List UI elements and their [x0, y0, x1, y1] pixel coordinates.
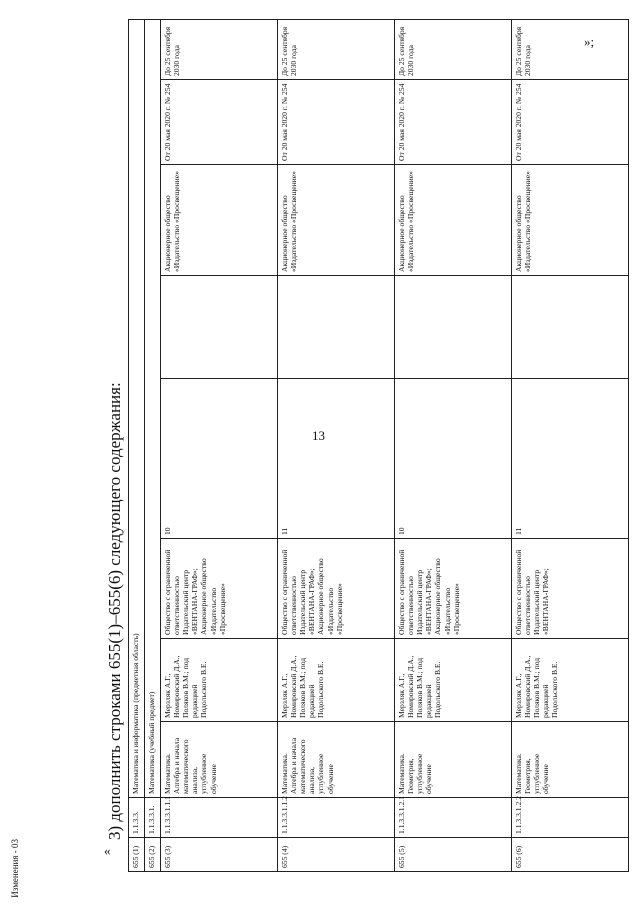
order: От 20 мая 2020 г. № 254: [161, 80, 278, 165]
row-id: 655 (5): [395, 838, 512, 872]
maker: Акционерное общество «Издательство «Просвещение»: [161, 165, 278, 276]
valid-until: До 25 сентября 2030 года: [512, 19, 629, 79]
valid-until: До 25 сентября 2030 года: [278, 19, 395, 79]
amendment-heading: 3) дополнить строками 655(1)–655(6) следующего содержания:: [105, 382, 124, 840]
footer-note: Изменения - 03: [10, 839, 20, 898]
row-id: 655 (3): [161, 838, 278, 872]
textbook-table: [128, 19, 629, 872]
row-code: 1.1.3.3.1.1.2: [278, 798, 395, 838]
publisher: Общество с ограниченной ответственностью Издательский центр «ВЕНТАНА-ГРАФ»; Акционерное общество «Издательство «Просвещение»: [161, 539, 278, 639]
row-code: 1.1.3.3.1.2.1: [395, 798, 512, 838]
publisher: Общество с ограниченной ответственностью Издательский центр «ВЕНТАНА-ГРАФ»; Акционерное общество «Издательство «Просвещение»: [395, 539, 512, 639]
row-code: 1.1.3.3.1.1.1: [161, 798, 278, 838]
header-row-subject-area: [129, 19, 145, 871]
textbook-name: Математика. Геометрия, углубленное обучение: [395, 722, 512, 798]
authors: Мерзляк А.Г., Номировский Д.А., Поляков В.М.; под редакцией Подольского В.Е.: [512, 639, 629, 722]
table-row: [278, 19, 395, 871]
table-row: [512, 19, 629, 871]
row-code: 1.1.3.3.1.: [145, 798, 161, 838]
textbook-name: Математика. Геометрия, углубленное обучение: [512, 722, 629, 798]
empty-cell: [278, 276, 395, 379]
order: От 20 мая 2020 г. № 254: [395, 80, 512, 165]
table-row: [395, 19, 512, 871]
maker: Акционерное общество «Издательство «Просвещение»: [395, 165, 512, 276]
row-id: 655 (2): [145, 838, 161, 872]
row-title: Математика и информатика (предметная область): [129, 19, 145, 797]
row-title: Математика (учебный предмет): [145, 19, 161, 797]
row-id: 655 (6): [512, 838, 629, 872]
row-code: 1.1.3.3.1.2.2: [512, 798, 629, 838]
grade: 10: [161, 379, 278, 539]
empty-cell: [161, 276, 278, 379]
opening-quote: «: [104, 843, 111, 858]
authors: Мерзляк А.Г., Номировский Д.А., Поляков В.М.; под редакцией Подольского В.Е.: [278, 639, 395, 722]
row-id: 655 (1): [129, 838, 145, 872]
heading-container: [102, 100, 128, 840]
header-row-subject: [145, 19, 161, 871]
grade: 11: [278, 379, 395, 539]
order: От 20 мая 2020 г. № 254: [512, 80, 629, 165]
valid-until: До 25 сентября 2030 года: [395, 19, 512, 79]
page-number: 13: [312, 428, 325, 443]
table-container: [128, 20, 612, 872]
grade: 11: [512, 379, 629, 539]
order: От 20 мая 2020 г. № 254: [278, 80, 395, 165]
textbook-name: Математика. Алгебра и начала математического анализа, углубленное обучение: [278, 722, 395, 798]
authors: Мерзляк А.Г., Номировский Д.А., Поляков В.М.; под редакцией Подольского В.Е.: [395, 639, 512, 722]
empty-cell: [395, 276, 512, 379]
valid-until: До 25 сентября 2030 года: [161, 19, 278, 79]
row-code: 1.1.3.3.: [129, 798, 145, 838]
textbook-name: Математика. Алгебра и начала математического анализа, углубленное обучение: [161, 722, 278, 798]
publisher: Общество с ограниченной ответственностью Издательский центр «ВЕНТАНА-ГРАФ»; Акционерное общество «Издательство «Просвещение»: [278, 539, 395, 639]
table-row: [161, 19, 278, 871]
publisher: Общество с ограниченной ответственностью Издательский центр «ВЕНТАНА-ГРАФ»;: [512, 539, 629, 639]
empty-cell: [512, 276, 629, 379]
grade: 10: [395, 379, 512, 539]
maker: Акционерное общество «Издательство «Просвещение»: [278, 165, 395, 276]
authors: Мерзляк А.Г., Номировский Д.А., Поляков В.М.; под редакцией Подольского В.Е.: [161, 639, 278, 722]
closing-quote: »;: [584, 34, 595, 49]
row-id: 655 (4): [278, 838, 395, 872]
maker: Акционерное общество «Издательство «Просвещение»: [512, 165, 629, 276]
